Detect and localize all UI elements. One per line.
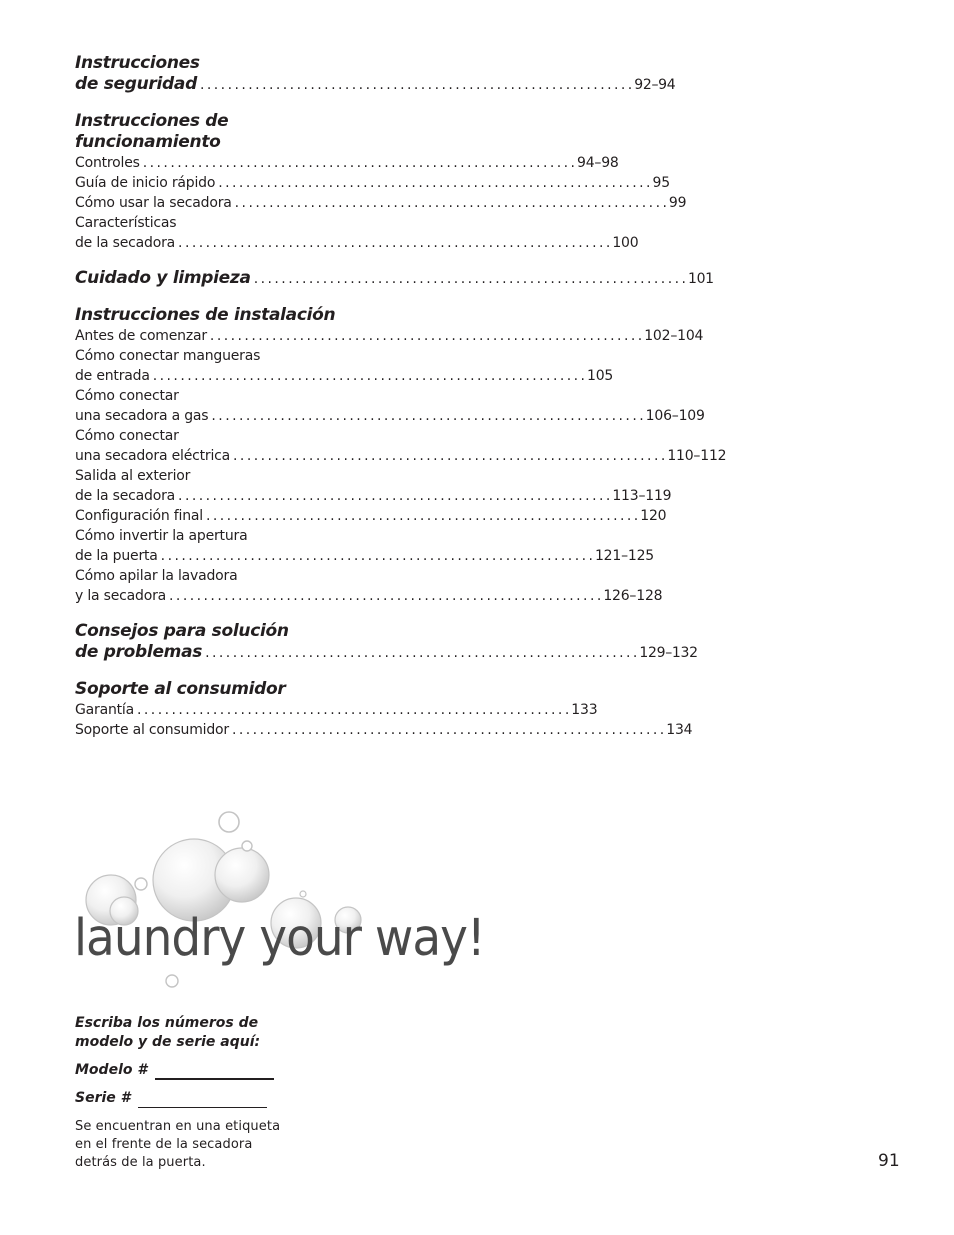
dot-leader — [218, 173, 649, 193]
toc-entry-label-line1: Cómo conectar — [75, 428, 179, 444]
dot-leader — [206, 506, 637, 526]
toc-page-number: 94–98 — [577, 155, 619, 171]
toc-section-care[interactable] — [75, 268, 714, 290]
toc-page-number: 100 — [612, 235, 639, 251]
toc-entry-label-line1: Características — [75, 215, 177, 231]
toc-entry-row — [75, 233, 639, 253]
toc-entry-label: de la secadora — [75, 488, 176, 504]
toc-entry-label: de la puerta — [75, 548, 158, 564]
dot-leader — [205, 643, 636, 664]
toc-page-number: 110–112 — [667, 448, 727, 464]
bubbles-logo-graphic — [70, 805, 485, 995]
model-serial-section — [75, 1014, 315, 1172]
toc-entry-warranty[interactable] — [75, 700, 598, 720]
toc-section-operating — [75, 111, 687, 253]
note-line: en el frente de la secadora — [75, 1137, 253, 1152]
toc-page-number: 105 — [587, 368, 614, 384]
toc-entry-row — [75, 366, 614, 386]
toc-entry-stacking[interactable] — [75, 566, 663, 606]
dot-leader — [233, 446, 664, 466]
serial-intro-line1: Escriba los números de — [75, 1015, 259, 1031]
toc-entry-controls[interactable] — [75, 153, 619, 173]
toc-row-troubleshooting — [75, 642, 698, 664]
toc-entry-label: de entrada — [75, 368, 150, 384]
dot-leader — [178, 486, 609, 506]
dot-leader — [235, 193, 666, 213]
toc-entry-door-reversal[interactable] — [75, 526, 654, 566]
toc-page-number: 129–132 — [639, 645, 698, 661]
dot-leader — [137, 700, 568, 720]
dot-leader — [178, 233, 609, 253]
toc-heading-support[interactable]: Soporte al consumidor — [75, 679, 286, 699]
toc-entry-inlet-hoses[interactable] — [75, 346, 614, 386]
toc-page-number: 133 — [571, 702, 598, 718]
toc-section-installation — [75, 305, 727, 606]
model-number-blank[interactable] — [155, 1064, 274, 1080]
serial-intro-line2: modelo y de serie aquí: — [75, 1034, 261, 1050]
logo-text: laundry your way! — [74, 908, 485, 968]
toc-entry-consumer-support[interactable] — [75, 720, 693, 740]
model-number-label: Modelo # — [75, 1062, 148, 1078]
toc-page-number: 92–94 — [634, 77, 676, 93]
toc-heading-installation[interactable]: Instrucciones de instalación — [75, 305, 336, 325]
toc-entry-label: Soporte al consumidor — [75, 722, 229, 738]
toc-entry-final-setup[interactable] — [75, 506, 667, 526]
toc-section-safety[interactable] — [75, 53, 676, 96]
dot-leader — [211, 406, 642, 426]
toc-entry-gas-dryer[interactable] — [75, 386, 705, 426]
toc-section-support — [75, 679, 693, 740]
dot-leader — [232, 720, 663, 740]
toc-entry-label: Garantía — [75, 702, 134, 718]
toc-heading-troubleshooting-line2: de problemas — [75, 642, 203, 662]
toc-row-care — [75, 268, 714, 290]
toc-entry-row — [75, 546, 654, 566]
toc-row-safety — [75, 74, 676, 96]
toc-page-number: 120 — [640, 508, 667, 524]
toc-entry-features[interactable] — [75, 213, 639, 253]
note-line: detrás de la puerta. — [75, 1155, 206, 1170]
toc-heading-safety-line2: de seguridad — [75, 74, 197, 94]
toc-page-number: 126–128 — [603, 588, 663, 604]
dot-leader — [254, 269, 685, 290]
toc-entry-label: de la secadora — [75, 235, 176, 251]
serial-location-note — [75, 1118, 315, 1172]
toc-page-number: 134 — [666, 722, 693, 738]
toc-section-troubleshooting[interactable] — [75, 621, 698, 664]
toc-entry-label: Cómo usar la secadora — [75, 195, 232, 211]
toc-heading-operating[interactable]: Instrucciones de funcionamiento — [75, 111, 229, 152]
toc-heading-care: Cuidado y limpieza — [75, 268, 251, 288]
toc-entry-before-start[interactable] — [75, 326, 704, 346]
toc-entry-quick-start[interactable] — [75, 173, 670, 193]
toc-entry-label-line1: Salida al exterior — [75, 468, 191, 484]
dot-leader — [143, 153, 574, 173]
table-of-contents — [75, 53, 727, 755]
toc-heading-troubleshooting-line1: Consejos para solución — [75, 621, 289, 641]
serial-number-label: Serie # — [75, 1090, 131, 1106]
dot-leader — [153, 366, 584, 386]
serial-number-blank[interactable] — [138, 1093, 267, 1108]
dot-leader — [210, 326, 641, 346]
toc-page-number: 102–104 — [644, 328, 704, 344]
laundry-your-way-logo — [70, 805, 485, 999]
dot-leader — [161, 546, 592, 566]
toc-entry-label: Antes de comenzar — [75, 328, 207, 344]
toc-entry-label-line1: Cómo conectar mangueras — [75, 348, 261, 364]
toc-heading-safety-line1: Instrucciones — [75, 53, 200, 73]
toc-entry-label-line1: Cómo conectar — [75, 388, 179, 404]
toc-entry-label-line1: Cómo apilar la lavadora — [75, 568, 238, 584]
toc-entry-exhaust[interactable] — [75, 466, 672, 506]
toc-entry-label: Guía de inicio rápido — [75, 175, 216, 191]
page-number: 91 — [878, 1151, 900, 1171]
toc-entry-label: y la secadora — [75, 588, 167, 604]
toc-entry-label: una secadora eléctrica — [75, 448, 231, 464]
toc-page-number: 95 — [652, 175, 670, 191]
toc-entry-label: una secadora a gas — [75, 408, 209, 424]
toc-entry-row — [75, 446, 727, 466]
toc-page-number: 113–119 — [612, 488, 672, 504]
toc-page-number: 101 — [687, 271, 714, 287]
toc-page-number: 106–109 — [645, 408, 705, 424]
dot-leader — [169, 586, 600, 606]
model-number-field[interactable] — [75, 1061, 315, 1080]
toc-entry-label: Configuración final — [75, 508, 203, 524]
toc-entry-row — [75, 586, 663, 606]
serial-number-field[interactable] — [75, 1089, 315, 1108]
toc-entry-electric-dryer[interactable] — [75, 426, 727, 466]
toc-page-number: 99 — [668, 195, 687, 211]
toc-entry-label: Controles — [75, 155, 140, 171]
toc-entry-row — [75, 406, 705, 426]
toc-entry-label-line1: Cómo invertir la apertura — [75, 528, 248, 544]
toc-entry-using-dryer[interactable] — [75, 193, 687, 213]
toc-page-number: 121–125 — [594, 548, 654, 564]
note-line: Se encuentran en una etiqueta — [75, 1119, 281, 1134]
toc-entry-row — [75, 486, 672, 506]
dot-leader — [200, 75, 631, 96]
